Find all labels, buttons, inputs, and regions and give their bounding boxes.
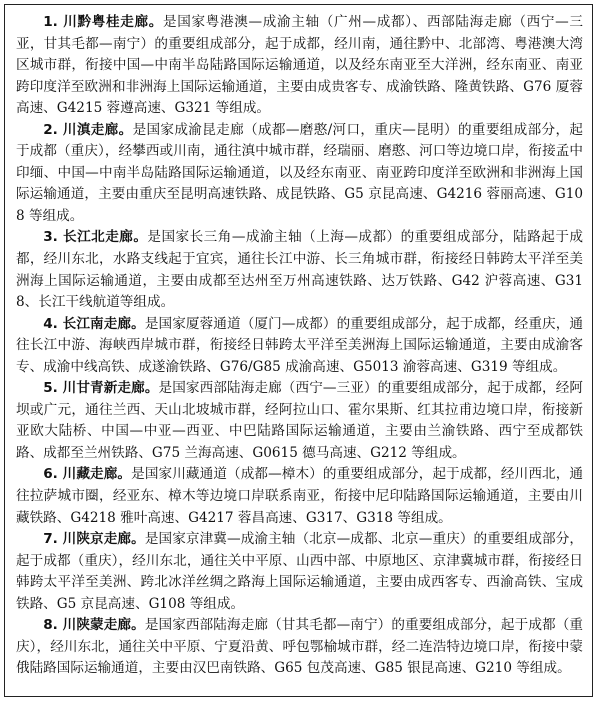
corridor-heading-2: 2. 川滇走廊。 (43, 121, 133, 138)
corridor-heading-6: 6. 川藏走廊。 (43, 466, 132, 483)
corridor-body-2: 是国家成渝昆走廊（成都—磨憨/河口，重庆—昆明）的重要组成部分，起于成都（重庆），经攀西或川南，通往滇中城市群，经瑞丽、磨憨、河口等边境口岸，衔接孟中印缅、中国—中南半岛陆路国际运输通道，以及经东南亚、南亚跨印度洋至欧洲和非洲海上国际运输通道，主要由重庆至昆明高速铁路、成昆铁路、G5 京昆高速、G4216 蓉丽高速、G108 等组成。 (16, 121, 584, 224)
corridor-item-6 (16, 464, 583, 529)
corridor-item-2 (16, 120, 583, 228)
corridor-list-box (4, 4, 593, 697)
corridor-item-7 (16, 529, 583, 615)
corridor-heading-5: 5. 川甘青新走廊。 (43, 380, 159, 397)
corridor-item-8 (16, 615, 583, 680)
corridor-heading-8: 8. 川陕蒙走廊。 (43, 617, 145, 634)
corridor-body-6: 是国家川藏通道（成都—樟木）的重要组成部分，起于成都，经川西北，通往拉萨城市圈，经亚东、樟木等边境口岸联系南亚，衔接中尼印陆路国际运输通道，主要由川藏铁路、G4218 雅叶高速、G4217 蓉昌高速、G317、G318 等组成。 (16, 466, 584, 526)
corridor-heading-1: 1. 川黔粤桂走廊。 (43, 14, 163, 30)
corridor-item-5 (16, 378, 583, 464)
corridor-body-4: 是国家厦蓉通道（厦门—成都）的重要组成部分，起于成都，经重庆，通往长江中游、海峡西岸城市群，衔接经日韩跨太平洋至美洲海上国际运输通道，主要由成渝客专、成渝中线高铁、成遂渝铁路、G76/G85 成渝高速、G5013 渝蓉高速、G319 等组成。 (16, 315, 583, 375)
corridor-body-7: 是国家京津冀—成渝主轴（北京—成都、北京—重庆）的重要组成部分，起于成都（重庆），经川东北，通往关中平原、山西中部、中原地区、京津冀城市群，衔接经日韩跨太平洋至美洲、跨北冰洋丝绸之路海上国际运输通道，主要由成西客专、西渝高铁、宝成铁路、G5 京昆高速、G108 等组成。 (16, 531, 583, 612)
corridor-body-5: 是国家西部陆海走廊（西宁—三亚）的重要组成部分，起于成都，经阿坝或广元，通往兰西、天山北坡城市群，经阿拉山口、霍尔果斯、红其拉甫边境口岸，衔接新亚欧大陆桥、中国—中亚—西亚、中巴陆路国际运输通道，主要由兰渝铁路、西宁至成都铁路、成都至兰州铁路、G75 兰海高速、G0615 德马高速、G212 等组成。 (16, 380, 584, 461)
corridor-body-8: 是国家西部陆海走廊（甘其毛都—南宁）的重要组成部分，起于成都（重庆），经川东北，通往关中平原、宁夏沿黄、呼包鄂榆城市群，经二连浩特边境口岸，衔接中蒙俄陆路国际运输通道，主要由汉巴南铁路、G65 包茂高速、G85 银昆高速、G210 等组成。 (16, 617, 583, 677)
corridor-item-1 (16, 12, 583, 120)
corridor-item-4 (16, 314, 583, 379)
corridor-heading-3: 3. 长江北走廊。 (43, 229, 148, 246)
corridor-item-3 (16, 227, 583, 313)
corridor-heading-7: 7. 川陕京走廊。 (43, 531, 145, 548)
corridor-body-3: 是国家长三角—成渝主轴（上海—成都）的重要组成部分，陆路起于成都，经川东北，水路支线起于宜宾，通往长江中游、长三角城市群，衔接经日韩跨太平洋至美洲海上国际运输通道，主要由成都至达州至万州高速铁路、达万铁路、G42 沪蓉高速、G318、长江干线航道等组成。 (16, 229, 584, 311)
corridor-heading-4: 4. 长江南走廊。 (43, 315, 145, 332)
corridor-body-1: 是国家粤港澳—成渝主轴（广州—成都）、西部陆海走廊（西宁—三亚，甘其毛都—南宁）的重要组成部分，起于成都，经川南，通往黔中、北部湾、粤港澳大湾区城市群，衔接中国—中南半岛陆路国际运输通道，以及经东南亚至大洋洲，经东南亚、南亚跨印度洋至欧洲和非洲海上国际运输通道，主要由成贵客专、成渝铁路、隆黄铁路、G76 厦蓉高速、G4215 蓉遵高速、G321 等组成。 (16, 14, 583, 117)
